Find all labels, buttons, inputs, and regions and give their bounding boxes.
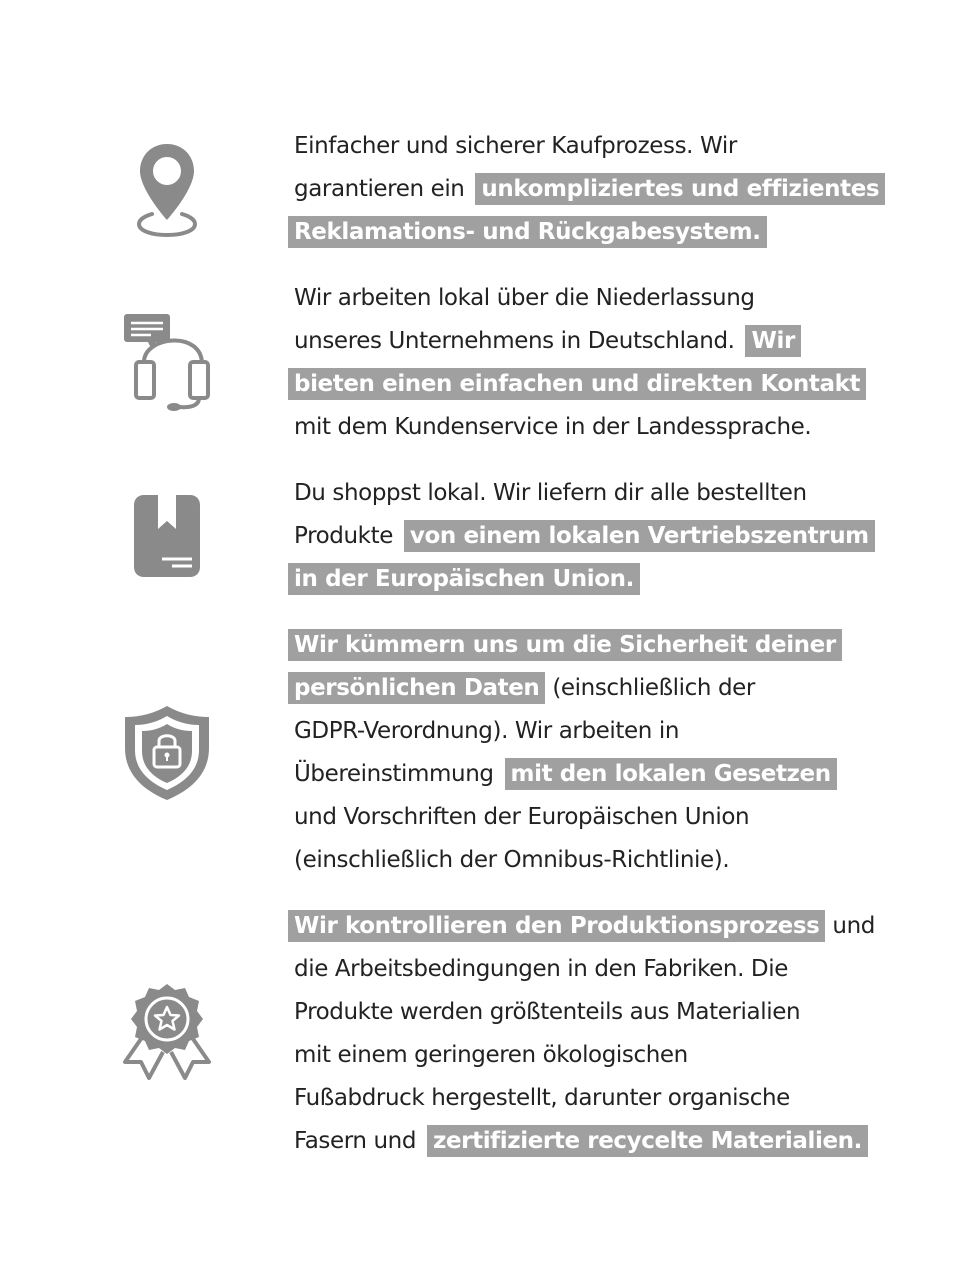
text-line — [294, 624, 842, 667]
text-line: mit einem geringeren ökologischen — [294, 1042, 688, 1068]
text-line: unseres Unternehmens in Deutschland. Wir — [294, 320, 866, 363]
text-line: Produkte von einem lokalen Vertriebszentrum — [294, 515, 875, 558]
text-line: Produkte werden größtenteils aus Materialien — [294, 999, 801, 1025]
text-line: (einschließlich der Omnibus-Richtlinie). — [294, 847, 730, 873]
text-line — [294, 363, 866, 406]
text-line: Du shoppst lokal. Wir liefern dir alle bestellten — [294, 480, 807, 506]
package-box-icon — [134, 495, 200, 577]
highlight: persönlichen Daten — [288, 672, 545, 704]
text-line: Wir arbeiten lokal über die Niederlassung — [294, 285, 755, 311]
text-line: und Vorschriften der Europäischen Union — [294, 804, 750, 830]
feature-text — [294, 125, 885, 254]
highlight: in der Europäischen Union. — [288, 563, 640, 595]
text-line: mit dem Kundenservice in der Landessprache. — [294, 414, 812, 440]
highlight: mit den lokalen Gesetzen — [505, 758, 837, 790]
quality-badge-star-icon — [119, 982, 215, 1084]
text-line — [294, 558, 875, 601]
text-line: Fußabdruck hergestellt, darunter organische — [294, 1085, 790, 1111]
shield-lock-icon — [123, 704, 211, 802]
location-pin-icon — [134, 140, 200, 238]
text-line — [294, 211, 885, 254]
feature-text — [294, 472, 875, 601]
text-line: Einfacher und sicherer Kaufprozess. Wir — [294, 133, 737, 159]
highlight: bieten einen einfachen und direkten Kontakt — [288, 368, 866, 400]
highlight: Wir — [745, 325, 800, 357]
highlight: zertifizierte recycelte Materialien. — [427, 1125, 868, 1157]
feature-text — [294, 905, 875, 1163]
text-line: garantieren ein unkompliziertes und effizientes — [294, 168, 885, 211]
highlight: Reklamations- und Rückgabesystem. — [288, 216, 767, 248]
highlight: Wir kümmern uns um die Sicherheit deiner — [288, 629, 842, 661]
feature-text — [294, 277, 866, 449]
text-line: persönlichen Daten (einschließlich der — [294, 667, 842, 710]
highlight: Wir kontrollieren den Produktionsprozess — [288, 910, 825, 942]
text-line: die Arbeitsbedingungen in den Fabriken. Die — [294, 956, 788, 982]
feature-text — [294, 624, 842, 882]
customer-support-headset-icon — [122, 312, 214, 416]
highlight: unkompliziertes und effizientes — [475, 173, 885, 205]
text-line: Übereinstimmung mit den lokalen Gesetzen — [294, 753, 842, 796]
text-line: Fasern und zertifizierte recycelte Materialien. — [294, 1120, 875, 1163]
highlight: von einem lokalen Vertriebszentrum — [404, 520, 875, 552]
text-line: Wir kontrollieren den Produktionsprozess und — [294, 905, 875, 948]
text-line: GDPR-Verordnung). Wir arbeiten in — [294, 718, 680, 744]
